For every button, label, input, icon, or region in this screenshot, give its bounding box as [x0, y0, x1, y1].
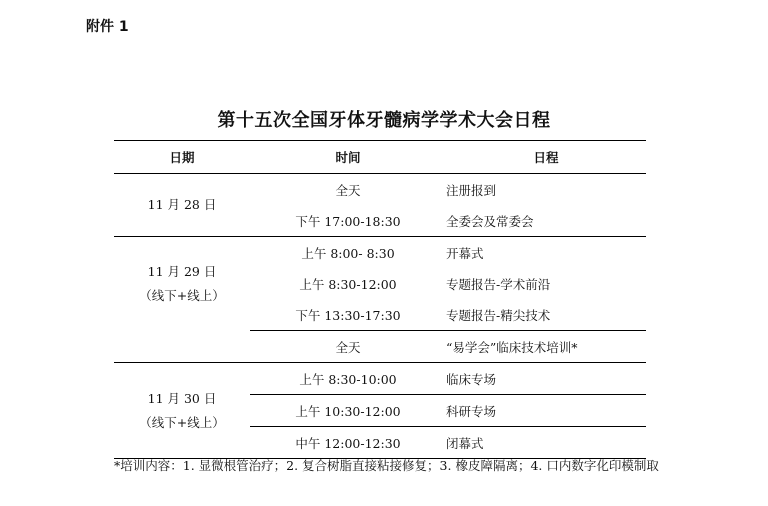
program-cell: 专题报告-精尖技术 [446, 299, 646, 331]
attachment-label: 附件 1 [86, 19, 129, 35]
schedule-table [114, 140, 646, 459]
time-cell: 下午 17:00-18:30 [250, 205, 446, 237]
time-cell: 上午 8:30-10:00 [250, 363, 446, 395]
program-cell: 闭幕式 [446, 427, 646, 459]
time-cell: 全天 [335, 182, 361, 198]
table-header-row [114, 141, 646, 174]
program-cell: 开幕式 [446, 245, 484, 261]
time-cell: 全天 [250, 331, 446, 363]
document-title: 第十五次全国牙体牙髓病学学术大会日程 [217, 110, 551, 131]
header-program: 日程 [446, 141, 646, 174]
table-row [114, 237, 646, 269]
time-cell: 中午 12:00-12:30 [250, 427, 446, 459]
date-label: 11 月 30 日 [147, 390, 217, 406]
date-mode-note: （线下+线上） [139, 287, 225, 303]
date-cell [114, 363, 250, 459]
table-row [114, 363, 646, 395]
time-cell: 上午 10:30-12:00 [250, 395, 446, 427]
date-label: 11 月 28 日 [147, 197, 217, 213]
training-footnote: *培训内容：1. 显微根管治疗；2. 复合树脂直接粘接修复；3. 橡皮障隔离；4. 口内数字化印模制取 [114, 458, 659, 473]
date-mode-note: （线下+线上） [139, 414, 225, 430]
time-cell: 下午 13:30-17:30 [250, 299, 446, 331]
time-cell: 上午 8:30-12:00 [299, 276, 397, 292]
program-cell: “易学会”临床技术培训* [446, 331, 646, 363]
table-row [114, 331, 646, 363]
date-cell [114, 237, 250, 331]
time-cell: 上午 8:00- 8:30 [301, 245, 395, 261]
table-row [114, 174, 646, 206]
program-cell: 科研专场 [446, 395, 646, 427]
program-cell: 专题报告-学术前沿 [446, 276, 551, 292]
empty-date-cell [114, 331, 250, 363]
header-time: 时间 [250, 141, 446, 174]
program-cell: 全委会及常委会 [446, 205, 646, 237]
program-cell: 注册报到 [446, 182, 497, 198]
program-cell: 临床专场 [446, 363, 646, 395]
date-label: 11 月 29 日 [147, 264, 217, 279]
date-cell [114, 174, 250, 237]
header-date: 日期 [114, 141, 250, 174]
